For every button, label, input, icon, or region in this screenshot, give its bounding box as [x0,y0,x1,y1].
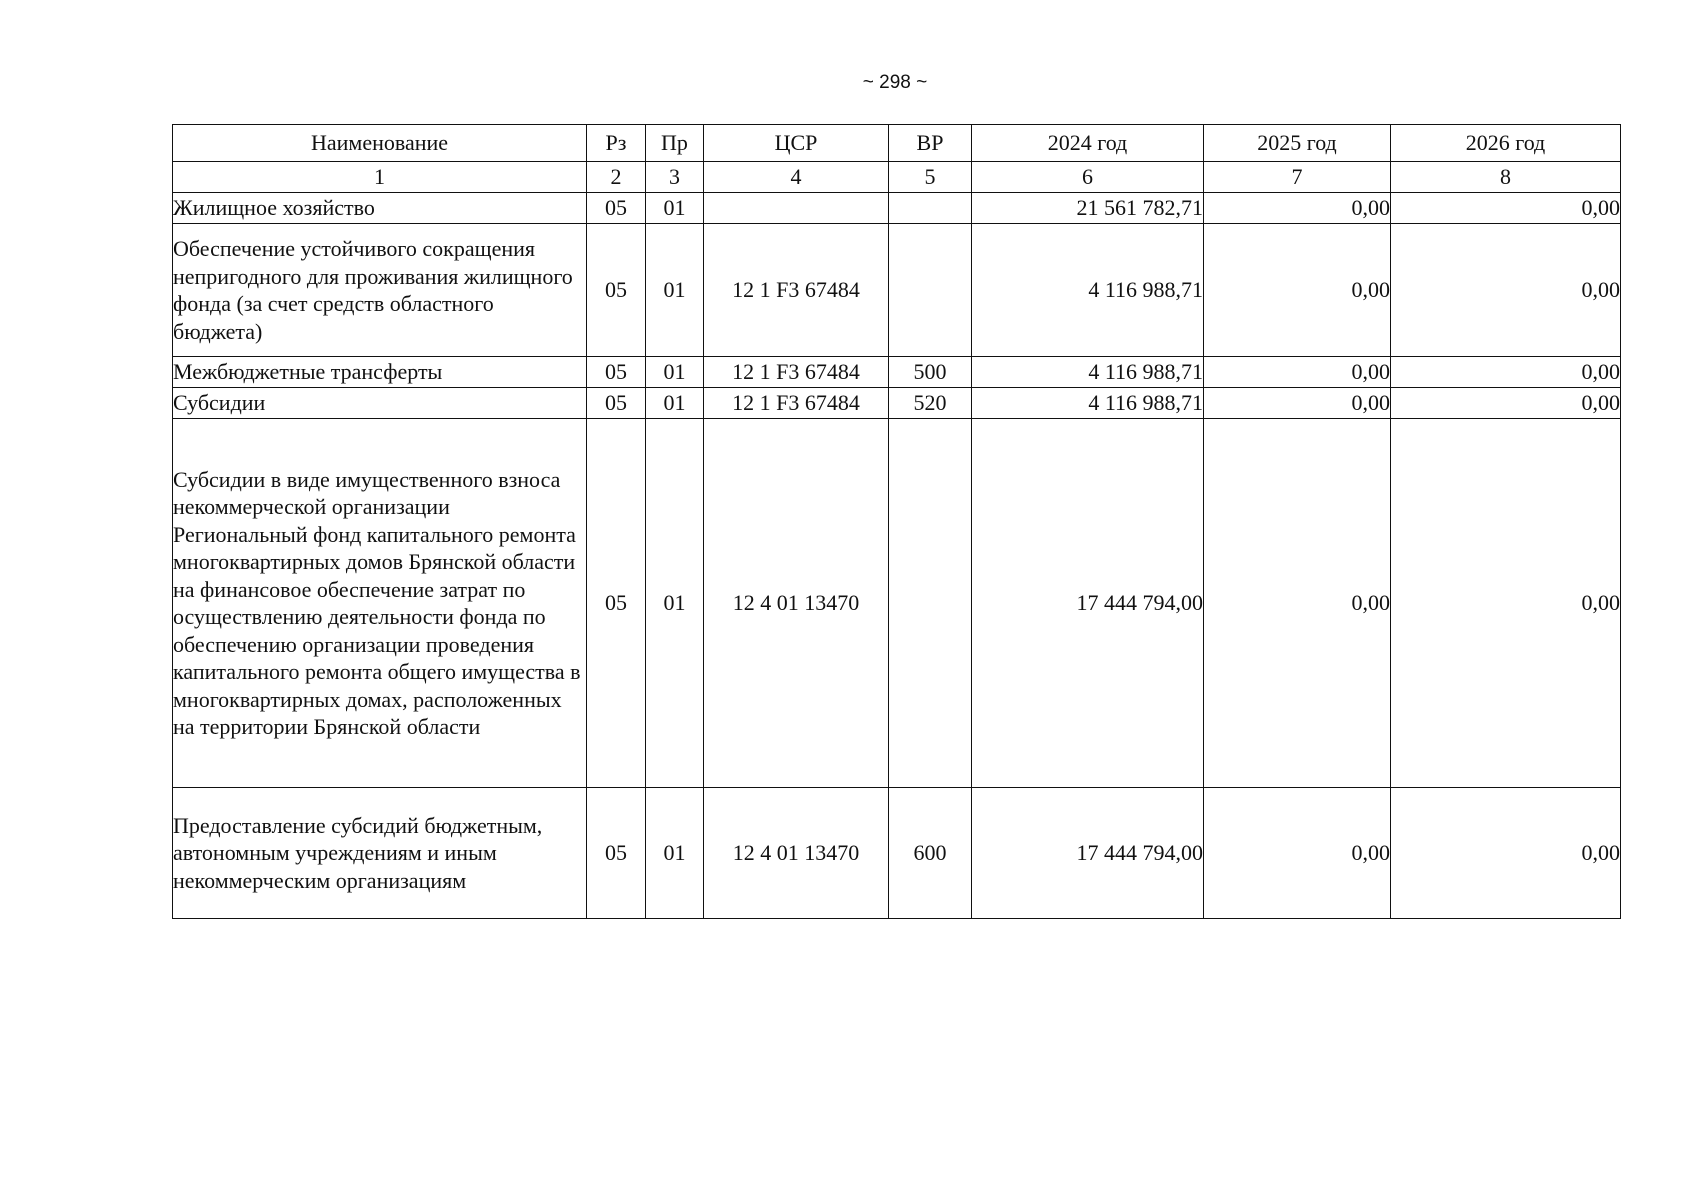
row-pr: 01 [646,224,704,357]
header-pr: Пр [646,125,704,162]
column-number: 2 [587,162,646,193]
column-number: 8 [1391,162,1621,193]
page-number: ~ 298 ~ [862,72,928,93]
row-csr: 12 4 01 13470 [704,788,889,919]
header-2026: 2026 год [1391,125,1621,162]
row-2024: 4 116 988,71 [972,388,1204,419]
row-vr: 520 [889,388,972,419]
row-pr: 01 [646,388,704,419]
row-2026: 0,00 [1391,419,1621,788]
row-2026: 0,00 [1391,788,1621,919]
row-2024: 4 116 988,71 [972,357,1204,388]
row-vr [889,419,972,788]
row-name: Жилищное хозяйство [173,193,587,224]
row-2026: 0,00 [1391,193,1621,224]
row-2025: 0,00 [1204,388,1391,419]
column-number: 3 [646,162,704,193]
row-name: Межбюджетные трансферты [173,357,587,388]
column-number-row [173,162,1621,193]
row-vr [889,224,972,357]
row-name: Обеспечение устойчивого сокращения непригодного для проживания жилищного фонда (за счет средств областного бюджета) [173,224,587,357]
row-rz: 05 [587,788,646,919]
row-2025: 0,00 [1204,357,1391,388]
table-row [173,224,1621,357]
row-pr: 01 [646,357,704,388]
row-pr: 01 [646,788,704,919]
row-2026: 0,00 [1391,388,1621,419]
header-csr: ЦСР [704,125,889,162]
row-csr: 12 1 F3 67484 [704,357,889,388]
table-row [173,419,1621,788]
column-number: 7 [1204,162,1391,193]
row-vr: 500 [889,357,972,388]
row-2024: 17 444 794,00 [972,419,1204,788]
row-2025: 0,00 [1204,788,1391,919]
row-2024: 4 116 988,71 [972,224,1204,357]
row-vr [889,193,972,224]
row-pr: 01 [646,193,704,224]
row-rz: 05 [587,388,646,419]
row-rz: 05 [587,357,646,388]
table-row [173,193,1621,224]
column-number: 5 [889,162,972,193]
row-2024: 21 561 782,71 [972,193,1204,224]
header-rz: Рз [587,125,646,162]
header-2024: 2024 год [972,125,1204,162]
header-vr: ВР [889,125,972,162]
row-csr [704,193,889,224]
row-2026: 0,00 [1391,224,1621,357]
table-row [173,388,1621,419]
table-row [173,788,1621,919]
row-csr: 12 1 F3 67484 [704,224,889,357]
row-csr: 12 4 01 13470 [704,419,889,788]
row-rz: 05 [587,224,646,357]
row-2025: 0,00 [1204,193,1391,224]
column-number: 4 [704,162,889,193]
row-name: Субсидии [173,388,587,419]
budget-table [172,124,1621,919]
table-header-row [173,125,1621,162]
row-pr: 01 [646,419,704,788]
row-vr: 600 [889,788,972,919]
header-name: Наименование [173,125,587,162]
row-2026: 0,00 [1391,357,1621,388]
row-2025: 0,00 [1204,419,1391,788]
row-name: Предоставление субсидий бюджетным, автономным учреждениям и иным некоммерческим организациям [173,788,587,919]
header-2025: 2025 год [1204,125,1391,162]
column-number: 6 [972,162,1204,193]
row-2025: 0,00 [1204,224,1391,357]
row-2024: 17 444 794,00 [972,788,1204,919]
column-number: 1 [173,162,587,193]
table-row [173,357,1621,388]
row-rz: 05 [587,193,646,224]
row-rz: 05 [587,419,646,788]
row-csr: 12 1 F3 67484 [704,388,889,419]
row-name: Субсидии в виде имущественного взноса некоммерческой организации Региональный фонд капитального ремонта многоквартирных домов Брянской области на финансовое обеспечение затрат по осуществлению деятельности фонда по обеспечению организации проведения капитального ремонта общего имущества в многоквартирных домах, расположенных на территории Брянской области [173,419,587,788]
